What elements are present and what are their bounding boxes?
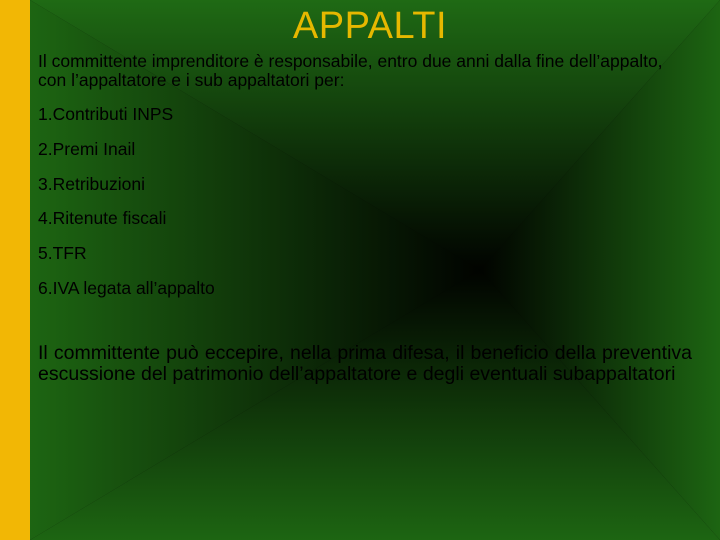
list-item: 5.TFR: [38, 243, 87, 264]
closing-paragraph: Il committente può eccepire, nella prima difesa, il beneficio della preventiva escussione del patrimonio dell’appaltatore e degli eventuali subappaltatori: [38, 342, 692, 385]
slide-title: APPALTI: [292, 5, 448, 47]
list-item: 4.Ritenute fiscali: [38, 208, 167, 229]
list-item: 6.IVA legata all’appalto: [38, 277, 215, 298]
list-item: 3.Retribuzioni: [38, 173, 145, 194]
yellow-side-bar: [0, 0, 30, 540]
list-item: 2.Premi Inail: [38, 138, 136, 159]
numbered-list: [38, 103, 438, 312]
intro-paragraph: Il committente imprenditore è responsabile, entro due anni dalla fine dell’appalto, con l’appaltatore e i sub appaltatori per:: [38, 51, 663, 90]
list-item: 1.Contributi INPS: [38, 104, 174, 124]
